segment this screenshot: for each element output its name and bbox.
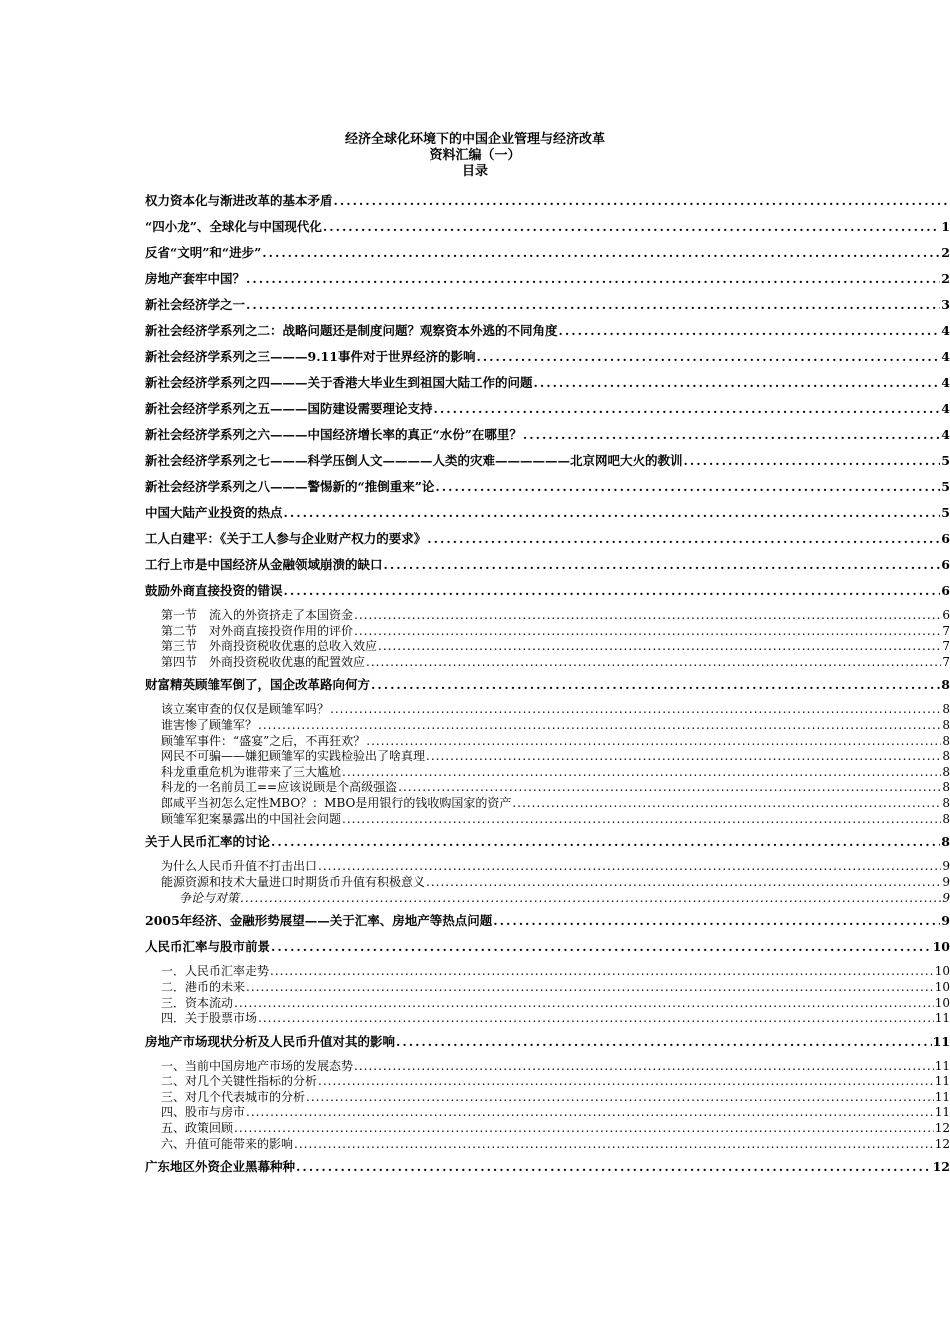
toc-page-number: 1 (941, 219, 950, 234)
toc-page-number: 12 (934, 1121, 950, 1136)
toc-entry-title: 反省“文明”和“进步” (145, 245, 262, 260)
toc-page-number: 8 (942, 780, 950, 795)
toc-entry[interactable] (145, 859, 950, 875)
toc-entry-title: 科龙重重危机为谁带来了三大尴尬 (161, 764, 342, 779)
toc-leader-dots (294, 1137, 934, 1153)
toc-entry-title: 中国大陆产业投资的热点 (145, 505, 283, 520)
toc-leader-dots (354, 624, 941, 640)
toc-leader-dots (240, 890, 941, 906)
toc-leader-dots (246, 270, 940, 288)
toc-entry[interactable] (145, 348, 950, 374)
toc-leader-dots (534, 374, 941, 392)
toc-entry[interactable] (145, 718, 950, 734)
toc-page-number: 4 (941, 375, 950, 390)
toc-entry-title: 工人白建平：《关于工人参与企业财产权力的要求》 (145, 531, 427, 546)
toc-entry[interactable] (145, 833, 950, 859)
toc-entry[interactable] (145, 478, 950, 504)
toc-entry[interactable] (145, 1121, 950, 1137)
toc-entry[interactable] (145, 504, 950, 530)
toc-page-number: 8 (941, 834, 950, 850)
toc-entry-title: 能源资源和技术大量进口时期货币升值有积极意义 (161, 874, 426, 889)
toc-entry-title: 第二节 对外商直接投资作用的评价 (161, 623, 354, 638)
toc-entry[interactable] (145, 296, 950, 322)
toc-leader-dots (426, 875, 941, 891)
toc-entry-title: 三．资本流动 (161, 995, 234, 1010)
toc-entry-title: 顾雏军犯案暴露出的中国社会问题 (161, 811, 342, 826)
toc-entry-title: 权力资本化与渐进改革的基本矛盾 (145, 193, 333, 208)
toc-page-number: 9 (941, 913, 950, 929)
toc-page-number: 10 (934, 995, 950, 1010)
toc-entry[interactable] (145, 582, 950, 608)
toc-entry-title: 新社会经济学系列之二：战略问题还是制度问题？观察资本外逃的不同角度 (145, 323, 558, 338)
toc-entry-title: 二、对几个关键性指标的分析 (161, 1074, 318, 1089)
toc-page-number: 12 (932, 1159, 950, 1175)
toc-page-number: 8 (941, 677, 950, 693)
toc-page-number: 2 (941, 271, 950, 286)
toc-page-number: 2 (941, 245, 950, 260)
toc-entry-title: 新社会经济学系列之八———警惕新的“推倒重来”论 (145, 479, 435, 494)
toc-entry-title: 房地产套牢中国？ (145, 271, 246, 286)
toc-leader-dots (512, 796, 941, 812)
toc-entry-title: 第四节 外商投资税收优惠的配置效应 (161, 654, 366, 669)
toc-entry[interactable] (145, 624, 950, 640)
toc-page-number: 11 (934, 1011, 950, 1026)
toc-entry[interactable] (145, 270, 950, 296)
toc-leader-dots (330, 702, 941, 718)
toc-leader-dots (318, 859, 941, 875)
toc-entry[interactable] (145, 1033, 950, 1059)
toc-page-number: 11 (932, 1033, 950, 1049)
toc-page-number: 5 (941, 505, 950, 520)
toc-page-number: 8 (942, 795, 950, 810)
toc-leader-dots (435, 478, 940, 496)
toc-leader-dots (354, 608, 941, 624)
toc-page-number: 9 (942, 874, 950, 889)
toc-entry[interactable] (145, 556, 950, 582)
toc-entry-title: 谁害惨了顾雏军？ (161, 717, 258, 732)
toc-leader-dots (684, 452, 941, 470)
toc-page-number: 4 (941, 401, 950, 416)
toc-leader-dots (258, 718, 941, 734)
toc-page-number: 11 (934, 1105, 950, 1120)
toc-entry[interactable] (145, 734, 950, 750)
toc-leader-dots (342, 812, 941, 828)
toc-entry-title: 为什么人民币升值不打击出口 (161, 859, 318, 874)
toc-entry[interactable] (145, 1074, 950, 1090)
toc-leader-dots (246, 980, 934, 996)
toc-page-number: 9 (942, 859, 950, 874)
toc-leader-dots (426, 749, 941, 765)
toc-entry-title: 六、升值可能带来的影响 (161, 1136, 294, 1151)
toc-page-number: 7 (942, 654, 950, 669)
toc-entry[interactable] (145, 218, 950, 244)
toc-page-number: 8 (942, 702, 950, 717)
toc-entry[interactable] (145, 765, 950, 781)
toc-entry[interactable] (145, 608, 950, 624)
toc-entry[interactable] (145, 192, 950, 218)
toc-leader-dots (342, 765, 941, 781)
toc-page-number: 11 (934, 1058, 950, 1073)
toc-entry-title: 鼓励外商直接投资的错误 (145, 583, 283, 598)
toc-entry[interactable] (145, 244, 950, 270)
toc-page-number: 4 (941, 427, 950, 442)
toc-page-number: 10 (932, 939, 950, 955)
document-title: 经济全球化环境下的中国企业管理与经济改革 (344, 132, 605, 147)
toc-page-number: 8 (942, 733, 950, 748)
toc-leader-dots (378, 639, 941, 655)
toc-leader-dots (523, 426, 940, 444)
toc-entry-title: 新社会经济学系列之五———国防建设需要理论支持 (145, 401, 433, 416)
toc-entry-title: 第一节 流入的外资挤走了本国资金 (161, 608, 354, 622)
toc-entry[interactable] (145, 374, 950, 400)
toc-entry-title: 二．港币的未来 (161, 979, 246, 994)
toc-entry[interactable] (145, 912, 950, 938)
toc-entry[interactable] (145, 964, 950, 980)
toc-leader-dots (318, 1074, 934, 1090)
toc-entry[interactable] (145, 796, 950, 812)
toc-entry-title: 该立案审查的仅仅是顾雏军吗？ (161, 702, 330, 717)
toc-leader-dots (270, 964, 934, 980)
toc-leader-dots (296, 1158, 932, 1176)
toc-entry[interactable] (145, 1137, 950, 1153)
toc-page-number: 9 (942, 891, 950, 906)
toc-entry-title: 一．人民币汇率走势 (161, 964, 270, 979)
toc-entry-title: 财富精英顾雏军倒了，国企改革路向何方 (145, 677, 371, 693)
toc-entry-title: 五、政策回顾 (161, 1121, 234, 1136)
toc-page-number: 11 (934, 1074, 950, 1089)
toc-entry-title: 三、对几个代表城市的分析 (161, 1089, 306, 1104)
toc-entry-title: “四小龙”、全球化与中国现代化 (145, 219, 322, 234)
toc-page-number: 6 (941, 531, 950, 546)
toc-entry-title: 新社会经济学系列之六———中国经济增长率的真正“水份”在哪里？ (145, 427, 522, 442)
toc-leader-dots (284, 582, 941, 600)
toc-leader-dots (476, 348, 940, 366)
toc-entry[interactable] (145, 426, 950, 452)
toc-entry[interactable] (145, 530, 950, 556)
toc-entry-title: 新社会经济学系列之三———9.11事件对于世界经济的影响 (145, 349, 476, 364)
toc-entry[interactable] (145, 452, 950, 478)
toc-leader-dots (271, 833, 940, 851)
toc-leader-dots (246, 1105, 934, 1121)
toc-leader-dots (434, 400, 941, 418)
toc-entry-title: 网民不可骗——嫌犯顾雏军的实践检验出了啥真理 (161, 749, 426, 764)
toc-entry-title: 郎咸平当初怎么定性MBO？：MBO是用银行的钱收购国家的资产 (161, 795, 512, 810)
toc-page-number: 8 (942, 749, 950, 764)
toc-entry[interactable] (145, 749, 950, 765)
toc-leader-dots (371, 676, 940, 694)
toc-page-number: 3 (941, 297, 950, 312)
toc-page-number: 7 (942, 623, 950, 638)
toc-page-number: 8 (942, 811, 950, 826)
toc-entry[interactable] (145, 322, 950, 348)
toc-leader-dots (366, 655, 941, 671)
toc-leader-dots (354, 1059, 934, 1075)
toc-entry-title: 第三节 外商投资税收优惠的总收入效应 (161, 639, 378, 654)
toc-entry[interactable] (145, 780, 950, 796)
toc-entry[interactable] (145, 938, 950, 964)
toc-page-number: 8 (942, 717, 950, 732)
toc-entry[interactable] (145, 676, 950, 702)
toc-entry-title: 工行上市是中国经济从金融领域崩溃的缺口 (145, 557, 383, 572)
toc-leader-dots (366, 734, 941, 750)
toc-entry-title: 新社会经济学之一 (145, 297, 246, 312)
toc-entry[interactable] (145, 812, 950, 828)
toc-entry[interactable] (145, 890, 950, 906)
toc-page-number: 10 (934, 964, 950, 979)
toc-leader-dots (246, 296, 940, 314)
toc-entry-title: 广东地区外资企业黑幕种种 (145, 1159, 296, 1175)
toc-page-number: 10 (934, 979, 950, 994)
toc-entry[interactable] (145, 875, 950, 891)
toc-leader-dots (262, 244, 940, 262)
toc-entry-title: 房地产市场现状分析及人民币升值对其的影响 (145, 1033, 396, 1049)
toc-entry-title: 新社会经济学系列之四———关于香港大毕业生到祖国大陆工作的问题 (145, 375, 533, 390)
toc-entry[interactable] (145, 1105, 950, 1121)
toc-page-number: 7 (942, 639, 950, 654)
toc-entry[interactable] (145, 1011, 950, 1027)
toc-entry-title: 四．关于股票市场 (161, 1011, 258, 1026)
toc-leader-dots (306, 1090, 934, 1106)
toc-page-number: 8 (942, 764, 950, 779)
toc-leader-dots (427, 530, 940, 548)
toc-page-number: 6 (941, 557, 950, 572)
toc-entry[interactable] (145, 1090, 950, 1106)
toc-entry-title: 争论与对策 (179, 891, 240, 906)
toc-entry-title: 顾雏军事件：“盛宴”之后，不再狂欢？ (161, 733, 366, 748)
toc-entry-title: 四、股市与房市 (161, 1105, 246, 1120)
toc-entry-title: 新社会经济学系列之七———科学压倒人文————人类的灾难——————北京网吧大火的教训 (145, 453, 683, 468)
toc-leader-dots (493, 912, 940, 930)
document-subtitle: 资料汇编（一） (429, 148, 521, 163)
toc-leader-dots (258, 1011, 934, 1027)
toc-page-number: 6 (942, 608, 950, 622)
toc-page-number: 4 (941, 349, 950, 364)
toc-leader-dots (234, 996, 934, 1012)
toc-page-number: 5 (941, 453, 950, 468)
toc-entry[interactable] (145, 1059, 950, 1075)
toc-leader-dots (323, 218, 940, 236)
toc-entry[interactable] (145, 639, 950, 655)
toc-leader-dots (334, 192, 949, 210)
toc-page-number: 4 (941, 323, 950, 338)
toc-leader-dots (234, 1121, 934, 1137)
toc-leader-dots (559, 322, 941, 340)
toc-heading: 目录 (461, 164, 488, 179)
toc-entry[interactable] (145, 702, 950, 718)
toc-entry-title: 2005年经济、金融形势展望——关于汇率、房地产等热点问题 (145, 913, 493, 929)
toc-leader-dots (271, 938, 932, 956)
toc-page-number: 6 (941, 583, 950, 598)
toc-leader-dots (384, 556, 941, 574)
title-block (0, 132, 950, 180)
toc-leader-dots (284, 504, 941, 522)
toc-page-number: 11 (934, 1089, 950, 1104)
toc-entry[interactable] (145, 980, 950, 996)
toc-entry-title: 关于人民币汇率的讨论 (145, 834, 271, 850)
table-of-contents (145, 192, 950, 1184)
toc-page-number: 12 (934, 1136, 950, 1151)
toc-entry-title: 一、当前中国房地产市场的发展态势 (161, 1058, 354, 1073)
toc-leader-dots (398, 780, 941, 796)
toc-entry[interactable] (145, 655, 950, 671)
toc-entry-title: 科龙的一名前员工==应该说顾是个高级强盗 (161, 780, 398, 795)
toc-entry-title: 人民币汇率与股市前景 (145, 939, 271, 955)
toc-entry[interactable] (145, 996, 950, 1012)
toc-page-number: 5 (941, 479, 950, 494)
toc-entry[interactable] (145, 1158, 950, 1184)
toc-leader-dots (396, 1033, 932, 1051)
toc-entry[interactable] (145, 400, 950, 426)
